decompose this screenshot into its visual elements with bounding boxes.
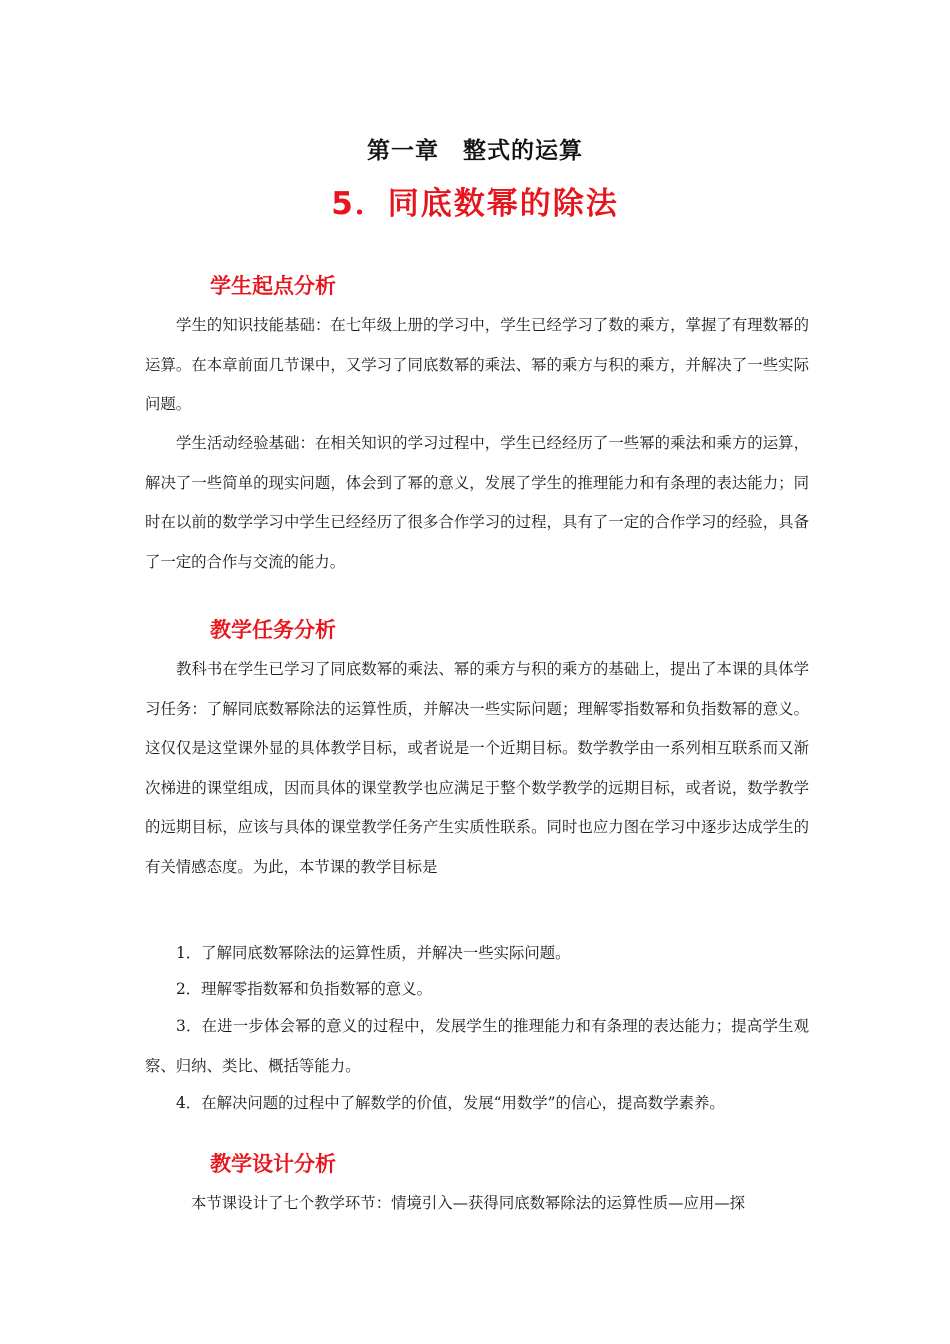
goal-item-1: 1．了解同底数幂除法的运算性质，并解决一些实际问题。	[176, 944, 571, 962]
paragraph-knowledge-basis: 学生的知识技能基础：在七年级上册的学习中，学生已经学习了数的乘方，掌握了有理数幂的运算。在本章前面几节课中，又学习了同底数幂的乘法、幂的乘方与积的乘方，并解决了一些实际问题。	[145, 316, 809, 413]
paragraph-activity-basis: 学生活动经验基础：在相关知识的学习过程中，学生已经经历了一些幂的乘法和乘方的运算，解决了一些简单的现实问题，体会到了幂的意义，发展了学生的推理能力和有条理的表达能力；同时在以前的数学学习中学生已经经历了很多合作学习的过程，具有了一定的合作学习的经验，具备了一定的合作与交流的能力。	[145, 434, 809, 571]
section-heading-design: 教学设计分析	[210, 1152, 336, 1176]
paragraph-design-analysis: 本节课设计了七个教学环节：情境引入—获得同底数幂除法的运算性质—应用—探	[191, 1194, 746, 1212]
goal-item-3: 3．在进一步体会幂的意义的过程中，发展学生的推理能力和有条理的表达能力；提高学生观察、归纳、类比、概括等能力。	[145, 1017, 809, 1075]
section-heading-task: 教学任务分析	[210, 618, 336, 642]
chapter-title: 第一章 整式的运算	[367, 138, 583, 164]
paragraph-task-analysis: 教科书在学生已学习了同底数幂的乘法、幂的乘方与积的乘方的基础上，提出了本课的具体学习任务：了解同底数幂除法的运算性质，并解决一些实际问题；理解零指数幂和负指数幂的意义。这仅仅是这堂课外显的具体教学目标，或者说是一个近期目标。数学教学由一系列相互联系而又渐次梯进的课堂组成，因而具体的课堂教学也应满足于整个数学教学的远期目标，或者说，数学教学的远期目标，应该与具体的课堂教学任务产生实质性联系。同时也应力图在学习中逐步达成学生的有关情感态度。为此，本节课的教学目标是	[145, 660, 809, 876]
lesson-title: 5．同底数幂的除法	[331, 186, 619, 222]
goal-item-4: 4．在解决问题的过程中了解数学的价值，发展“用数学”的信心，提高数学素养。	[176, 1094, 725, 1112]
section-heading-start: 学生起点分析	[210, 274, 336, 298]
goal-item-2: 2．理解零指数幂和负指数幂的意义。	[176, 980, 433, 998]
